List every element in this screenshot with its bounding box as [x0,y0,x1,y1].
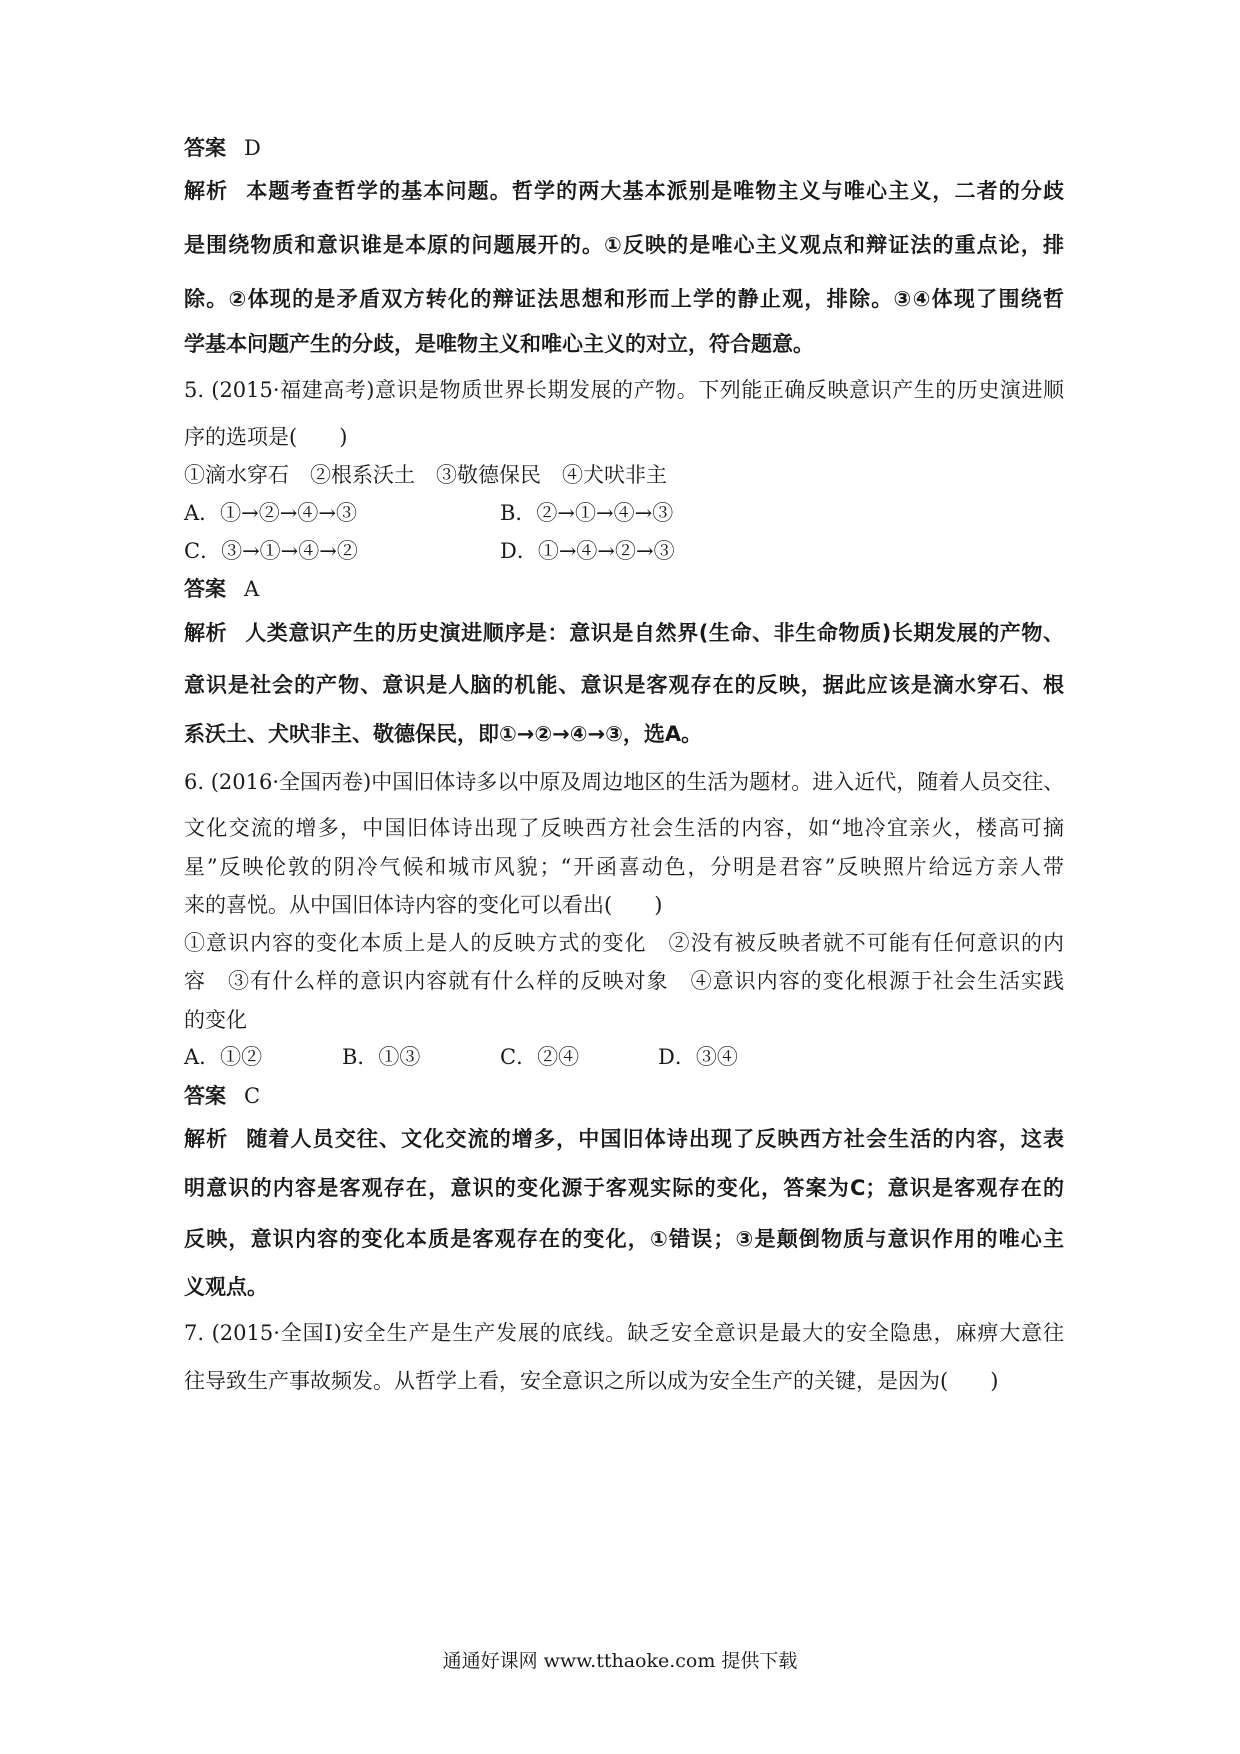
question-6-stem: 星”反映伦敦的阴冷气候和城市风貌；“开函喜动色，分明是君容”反映照片给远方亲人带 [184,855,1064,879]
analysis-label: 解析 [184,621,228,645]
analysis-line: 明意识的内容是客观存在，意识的变化源于客观实际的变化，答案为C；意识是客观存在的 [184,1176,1064,1200]
answer-line [184,1086,1064,1107]
question-7-stem: 往导致生产事故频发。从哲学上看，安全意识之所以成为安全生产的关键，是因为( ) [184,1369,999,1393]
option-d: D．①→④→②→③ [500,539,675,563]
question-5-items: ①滴水穿石 ②根系沃土 ③敬德保民 ④犬吠非主 [184,463,667,487]
option-a: A．①② [184,1045,263,1069]
answer-value: A [244,577,260,601]
answer-line [184,579,1064,600]
analysis-line: 反映，意识内容的变化本质是客观存在的变化，①错误；③是颠倒物质与意识作用的唯心主 [184,1227,1064,1251]
analysis-label: 解析 [184,179,229,203]
question-6-items: 的变化 [184,1008,247,1032]
analysis-line: 是围绕物质和意识谁是本原的问题展开的。①反映的是唯心主义观点和辩证法的重点论，排 [184,233,1064,257]
analysis-line: 义观点。 [184,1275,268,1299]
question-6-stem: 来的喜悦。从中国旧体诗内容的变化可以看出( ) [184,893,663,917]
answer-line [184,138,1064,159]
answer-label: 答案 [184,1084,226,1108]
analysis-line: 解析 本题考查哲学的基本问题。哲学的两大基本派别是唯物主义与唯心主义，二者的分歧 [184,179,1064,203]
analysis-line: 解析 人类意识产生的历史演进顺序是：意识是自然界(生命、非生命物质)长期发展的产物、 [184,621,1065,645]
question-6-items: ①意识内容的变化本质上是人的反映方式的变化 ②没有被反映者就不可能有任何意识的内 [184,931,1064,955]
option-a: A．①→②→④→③ [184,501,357,525]
question-6-stem: 6. (2016·全国丙卷)中国旧体诗多以中原及周边地区的生活为题材。进入近代，随着人员交往、 [184,770,1065,794]
page-footer: 通通好课网 www.tthaoke.com 提供下载 [442,1650,798,1672]
answer-label: 答案 [184,577,226,601]
analysis-line: 解析 随着人员交往、文化交流的增多，中国旧体诗出现了反映西方社会生活的内容，这表 [184,1127,1064,1151]
option-b: B．②→①→④→③ [500,501,674,525]
analysis-label: 解析 [184,1127,229,1151]
question-5-stem: 序的选项是( ) [184,425,348,449]
option-b: B．①③ [342,1045,421,1069]
analysis-line: 意识是社会的产物、意识是人脑的机能、意识是客观存在的反映，据此应该是滴水穿石、根 [184,673,1064,697]
option-c: C．③→①→④→② [184,539,358,563]
analysis-line: 系沃土、犬吠非主、敬德保民，即①→②→④→③，选A。 [184,722,703,746]
answer-value: C [244,1084,261,1108]
question-5-stem: 5. (2015·福建高考)意识是物质世界长期发展的产物。下列能正确反映意识产生的历史演进顺 [184,378,1064,402]
question-6-stem: 文化交流的增多，中国旧体诗出现了反映西方社会生活的内容，如“地冷宜亲火，楼高可摘 [184,816,1064,840]
answer-label: 答案 [184,136,226,160]
question-6-items: 容 ③有什么样的意识内容就有什么样的反映对象 ④意识内容的变化根源于社会生活实践 [184,969,1064,993]
option-c: C．②④ [500,1045,580,1069]
analysis-line: 除。②体现的是矛盾双方转化的辩证法思想和形而上学的静止观，排除。③④体现了围绕哲 [184,287,1064,311]
analysis-line: 学基本问题产生的分歧，是唯物主义和唯心主义的对立，符合题意。 [184,332,814,356]
question-7-stem: 7. (2015·全国Ⅰ)安全生产是生产发展的底线。缺乏安全意识是最大的安全隐患，麻痹大意往 [184,1321,1064,1345]
option-d: D．③④ [658,1045,738,1069]
answer-value: D [244,136,261,160]
